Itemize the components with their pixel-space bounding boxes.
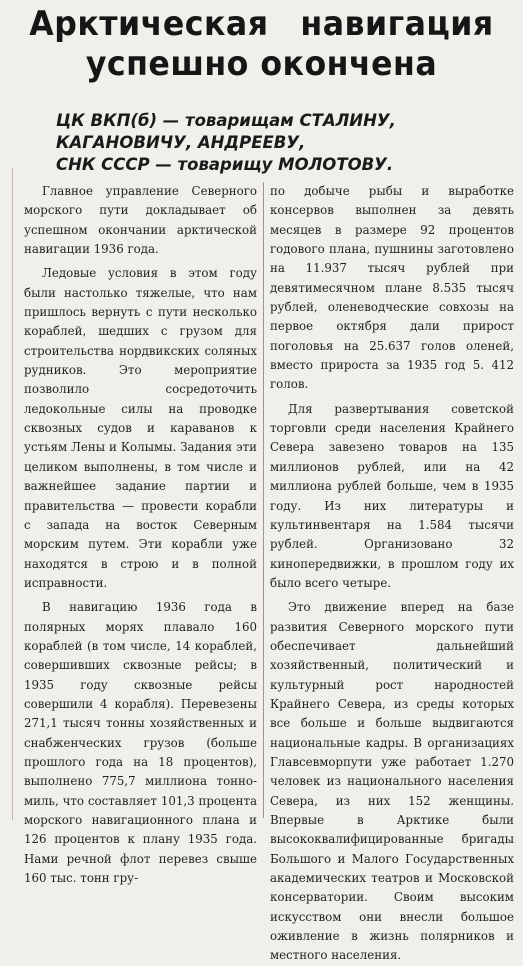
headline-line-1: Арктическая навигация (29, 4, 494, 44)
headline-line-2: успешно окончена (85, 44, 438, 84)
left-column (24, 182, 257, 888)
page-fold-line (12, 168, 13, 820)
left-paragraph-3: В навигацию 1936 года в полярных морях плавало 160 кораблей (в том числе, 14 кораблей, совершивших сквозные рейсы; в 1935 году сквозные рейсы совершили 4 корабля). Перевезены 271,1 тысяч тонны хозяйственных и снабженческих грузов (больше прошлого года на 18 процентов), выполнено 775,7 миллиона тонно-миль, что составляет 101,3 процента морского навигационного плана и 126 процентов к плану 1935 года. Нами речной флот перевез свыше 160 тыс. тонн гру- (24, 600, 257, 886)
column-divider (263, 182, 264, 818)
right-column (270, 182, 514, 966)
right-paragraph-2: Для развертывания советской торговли среди населения Крайнего Севера завезено товаров на 135 миллионов рублей, или на 42 миллиона рублей больше, чем в 1935 году. Из них литературы и культинвентаря на 1.584 тысячи рублей. Организовано 32 кинопередвижки, в прошлом году их было всего четыре. (270, 401, 514, 590)
address-line-2: КАГАНОВИЧУ, АНДРЕЕВУ, (56, 133, 306, 152)
left-paragraph-2: Ледовые условия в этом году были настолько тяжелые, что нам пришлось вернуть с пути несколько кораблей, шедших с грузом для строительства нордвикских соляных рудников. Это мероприятие позволило сосредоточить ледокольные силы на проводке сквозных судов и караванов к устьям Лены и Колымы. Задания эти целиком выполнены, в том числе и важнейшее задание партии и правительства — провести корабли с запада на восток Северным морским путем. Эти корабли уже находятся в строю и в полной исправности. (24, 266, 257, 590)
right-paragraph-3: Это движение вперед на базе развития Северного морского пути обеспечивает дальнейший хозяйственный, политический и культурный рост народностей Крайнего Севера, из среды которых все больше и больше выдвигаются национальные кадры. В организациях Главсевморпути уже работает 1.270 человек из национального населения Севера, из них 152 женщины. Впервые в Арктике были высококвалифицированные бригады Большого и Малого Государственных академических театров и Московской консерватории. Своим высоким искусством они внесли большое оживление в жизнь полярников и местного населения. (270, 600, 514, 963)
headline (18, 4, 504, 84)
telegram-address (56, 110, 496, 176)
left-paragraph-1: Главное управление Северного морского пути докладывает об успешном окончании арктической навигации 1936 года. (24, 184, 257, 257)
address-line-3: СНК СССР — товарищу МОЛОТОВУ. (56, 155, 394, 174)
right-paragraph-1: по добыче рыбы и выработке консервов выполнен за девять месяцев в размере 92 процентов годового плана, пушнины заготовлено на 11.937 тысяч рублей при девятимесячном плане 8.535 тысяч рублей, оленеводческие совхозы на первое октября дали прирост поголовья на 25.637 голов оленей, вместо прироста за 1935 год 5. 412 голов. (270, 184, 514, 392)
address-line-1: ЦК ВКП(б) — товарищам СТАЛИНУ, (56, 111, 396, 130)
